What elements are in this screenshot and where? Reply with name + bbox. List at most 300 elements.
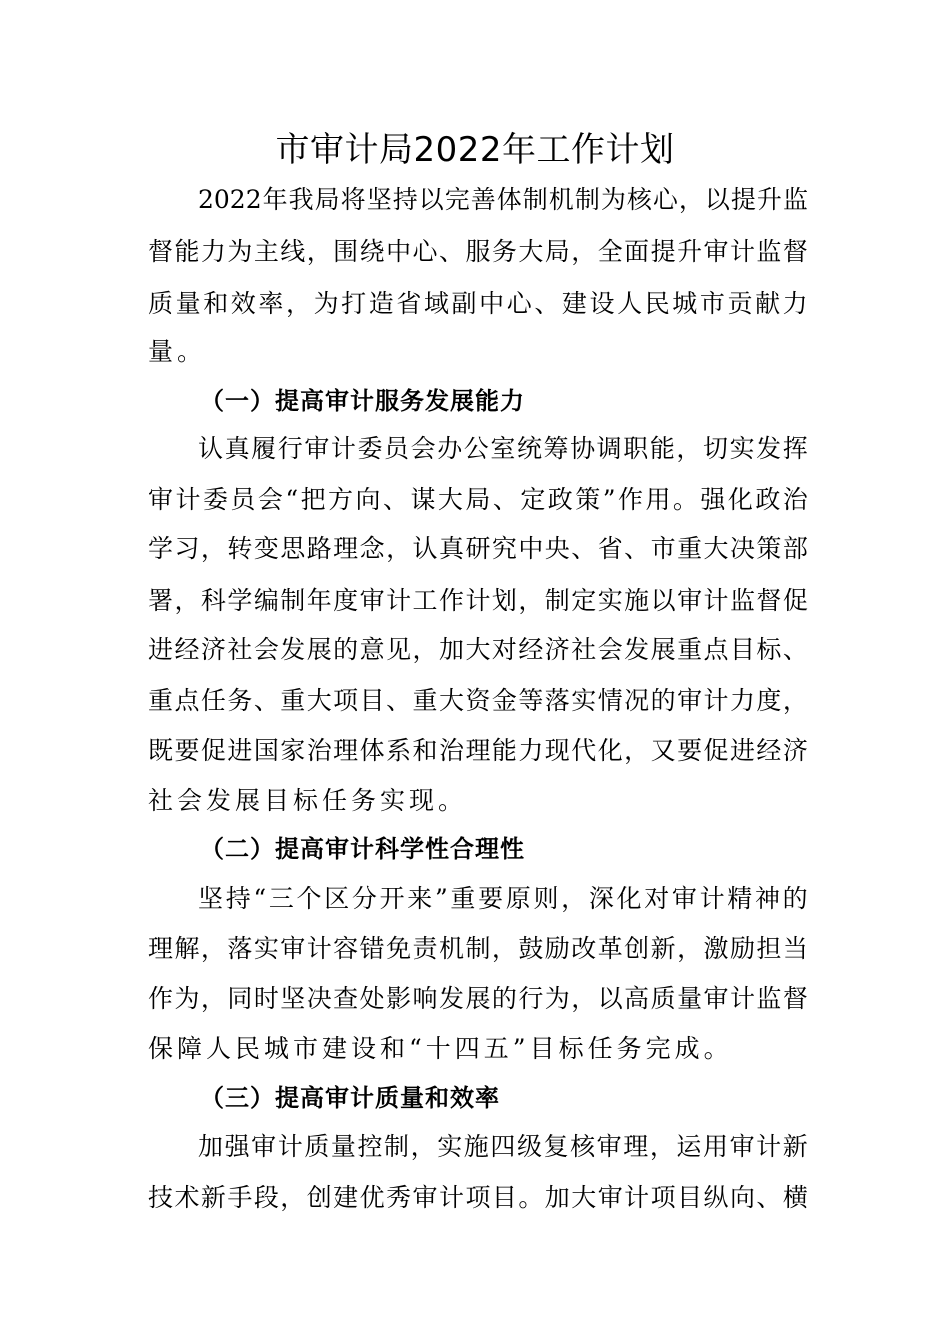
section-heading-3: （三）提高审计质量和效率: [200, 1084, 500, 1112]
glyph: ，: [285, 289, 311, 318]
glyph: 督: [148, 237, 174, 266]
glyph: ，: [561, 884, 587, 913]
glyph: 人: [617, 289, 643, 318]
glyph: 理: [465, 736, 491, 765]
glyph: 大: [438, 686, 464, 715]
glyph: 制: [280, 586, 306, 615]
glyph: 力: [518, 736, 544, 765]
glyph: 设: [589, 289, 615, 318]
glyph: 大: [465, 635, 491, 664]
glyph: 影: [386, 984, 412, 1013]
glyph: 打: [341, 289, 367, 318]
glyph: 理: [623, 1132, 649, 1161]
glyph: 编: [253, 586, 279, 615]
glyph: 审: [729, 1132, 755, 1161]
glyph: 。: [672, 485, 698, 514]
glyph: 审: [359, 586, 385, 615]
glyph: ，: [491, 934, 517, 963]
glyph: 思: [280, 534, 306, 563]
glyph: 心: [652, 185, 678, 214]
glyph: 发: [280, 635, 306, 664]
glyph: 坚: [280, 984, 306, 1013]
glyph: 究: [491, 534, 517, 563]
glyph: 调: [596, 434, 622, 463]
glyph: 局: [544, 237, 570, 266]
glyph: 制: [544, 586, 570, 615]
glyph: 力: [729, 686, 755, 715]
glyph: 、: [382, 485, 408, 514]
glyph: 响: [412, 984, 438, 1013]
glyph: 实: [437, 1132, 463, 1161]
glyph: 系: [386, 736, 412, 765]
glyph: 监: [782, 185, 808, 214]
glyph: 重: [450, 884, 476, 913]
glyph: 计: [624, 1183, 650, 1212]
glyph: 项: [650, 1183, 676, 1212]
glyph: 励: [729, 934, 755, 963]
glyph: 研: [465, 534, 491, 563]
paragraph-line: [148, 982, 808, 1016]
glyph: 定: [520, 485, 546, 514]
paragraph-line: [148, 287, 808, 321]
paragraph-line: [198, 1130, 808, 1164]
glyph: 机: [438, 934, 464, 963]
glyph: ，: [518, 586, 544, 615]
glyph: 、: [756, 1183, 782, 1212]
glyph: 省: [396, 289, 422, 318]
glyph: 中: [386, 237, 412, 266]
glyph: 点: [174, 686, 200, 715]
glyph: ，: [571, 237, 597, 266]
glyph: ，: [677, 934, 703, 963]
glyph: 经: [518, 635, 544, 664]
glyph: 作: [617, 485, 643, 514]
glyph: 横: [782, 1183, 808, 1212]
glyph: 质: [148, 289, 174, 318]
glyph: 目: [677, 1183, 703, 1212]
glyph: 大: [571, 1183, 597, 1212]
glyph: 进: [729, 736, 755, 765]
glyph: ，: [649, 1132, 675, 1161]
paragraph-line: 保障人民城市建设和“十四五”目标任务完成。: [148, 1034, 733, 1063]
glyph: 来: [407, 884, 433, 913]
glyph: 原: [505, 884, 531, 913]
glyph: 的: [650, 686, 676, 715]
glyph: 见: [386, 635, 412, 664]
glyph: 济: [544, 635, 570, 664]
glyph: 绕: [359, 237, 385, 266]
glyph: ，: [782, 686, 808, 715]
glyph: 代: [571, 736, 597, 765]
glyph: 区: [324, 884, 350, 913]
paragraph-line: [198, 882, 808, 916]
glyph: 升: [756, 185, 782, 214]
glyph: ，: [571, 984, 597, 1013]
glyph: 能: [649, 434, 675, 463]
glyph: 履: [251, 434, 277, 463]
glyph: 力: [782, 289, 808, 318]
glyph: 纵: [703, 1183, 729, 1212]
glyph: 、: [492, 485, 518, 514]
glyph: 造: [368, 289, 394, 318]
glyph: 国: [253, 736, 279, 765]
paragraph-line: [148, 684, 808, 718]
glyph: 化: [727, 485, 753, 514]
glyph: 大: [703, 534, 729, 563]
glyph: 计: [306, 934, 332, 963]
glyph: 发: [438, 984, 464, 1013]
glyph: 。: [518, 1183, 544, 1212]
glyph: 市: [699, 289, 725, 318]
glyph: 度: [756, 686, 782, 715]
glyph: 挥: [782, 434, 808, 463]
glyph: 决: [729, 534, 755, 563]
glyph: 委: [202, 485, 228, 514]
glyph: 责: [412, 934, 438, 963]
glyph: 转: [227, 534, 253, 563]
glyph: 治: [438, 736, 464, 765]
glyph: 向: [355, 485, 381, 514]
glyph: 革: [597, 934, 623, 963]
glyph: 率: [258, 289, 284, 318]
glyph: 段: [253, 1183, 279, 1212]
glyph: 量: [677, 984, 703, 1013]
glyph: ，: [624, 736, 650, 765]
glyph: 理: [148, 934, 174, 963]
glyph: 我: [288, 185, 314, 214]
glyph: 理: [333, 534, 359, 563]
glyph: 献: [755, 289, 781, 318]
glyph: 开: [379, 884, 405, 913]
glyph: 学: [227, 586, 253, 615]
glyph: 计: [703, 686, 729, 715]
glyph: 完: [444, 185, 470, 214]
glyph: 治: [782, 485, 808, 514]
glyph: 任: [200, 686, 226, 715]
glyph: 核: [570, 1132, 596, 1161]
glyph: 意: [359, 635, 385, 664]
glyph: 促: [703, 736, 729, 765]
glyph: 、: [624, 534, 650, 563]
glyph: 策: [575, 485, 601, 514]
glyph: 为: [600, 185, 626, 214]
glyph: 用: [645, 485, 671, 514]
glyph: 认: [198, 434, 224, 463]
glyph: 心: [506, 289, 532, 318]
glyph: 面: [624, 237, 650, 266]
glyph: 激: [703, 934, 729, 963]
glyph: 加: [438, 635, 464, 664]
glyph: 发: [624, 635, 650, 664]
paragraph-line: [148, 584, 808, 618]
glyph: 审: [280, 934, 306, 963]
glyph: 职: [623, 434, 649, 463]
glyph: 济: [200, 635, 226, 664]
glyph: 坚: [366, 185, 392, 214]
glyph: 监: [756, 984, 782, 1013]
glyph: 施: [624, 586, 650, 615]
glyph: 以: [597, 984, 623, 1013]
glyph: 标: [756, 635, 782, 664]
glyph: 体: [496, 185, 522, 214]
glyph: 要: [677, 736, 703, 765]
glyph: 项: [333, 686, 359, 715]
glyph: 2022: [198, 185, 262, 214]
glyph: 督: [782, 237, 808, 266]
glyph: 等: [518, 686, 544, 715]
glyph: 点: [703, 635, 729, 664]
glyph: 局: [314, 185, 340, 214]
glyph: 计: [465, 586, 491, 615]
glyph: 新: [650, 934, 676, 963]
glyph: ，: [410, 1132, 436, 1161]
glyph: 神: [754, 884, 780, 913]
glyph: 术: [174, 1183, 200, 1212]
glyph: 创: [306, 1183, 332, 1212]
glyph: 审: [412, 1183, 438, 1212]
glyph: 量: [330, 1132, 356, 1161]
glyph: 进: [148, 635, 174, 664]
glyph: 高: [624, 984, 650, 1013]
glyph: 筹: [543, 434, 569, 463]
glyph: 重: [412, 686, 438, 715]
glyph: 实: [253, 934, 279, 963]
glyph: 统: [516, 434, 542, 463]
glyph: 升: [677, 237, 703, 266]
paragraph-line: [148, 483, 808, 517]
glyph: 又: [650, 736, 676, 765]
glyph: 务: [491, 237, 517, 266]
glyph: 强: [224, 1132, 250, 1161]
glyph: 员: [384, 434, 410, 463]
glyph: 线: [280, 237, 306, 266]
glyph: 提: [650, 237, 676, 266]
glyph: 况: [624, 686, 650, 715]
paragraph-line: [198, 432, 808, 466]
paragraph-line: [148, 734, 808, 768]
glyph: 目: [491, 1183, 517, 1212]
glyph: “: [285, 485, 299, 514]
glyph: 落: [544, 686, 570, 715]
glyph: 对: [644, 884, 670, 913]
glyph: ，: [306, 237, 332, 266]
glyph: 加: [544, 1183, 570, 1212]
glyph: 发: [756, 434, 782, 463]
glyph: 以: [650, 586, 676, 615]
glyph: 理: [333, 736, 359, 765]
glyph: 办: [437, 434, 463, 463]
glyph: 委: [357, 434, 383, 463]
glyph: ”: [602, 485, 616, 514]
glyph: 善: [470, 185, 496, 214]
glyph: 和: [412, 736, 438, 765]
glyph: 真: [438, 534, 464, 563]
glyph: 策: [756, 534, 782, 563]
glyph: 学: [148, 534, 174, 563]
glyph: 监: [756, 237, 782, 266]
glyph: 治: [306, 736, 332, 765]
glyph: 员: [230, 485, 256, 514]
paragraph-line: [148, 235, 808, 269]
glyph: 协: [570, 434, 596, 463]
glyph: 方: [328, 485, 354, 514]
glyph: 现: [544, 736, 570, 765]
glyph: 大: [306, 686, 332, 715]
glyph: 展: [650, 635, 676, 664]
glyph: 查: [333, 984, 359, 1013]
glyph: 展: [306, 635, 332, 664]
glyph: 重: [677, 534, 703, 563]
glyph: ”: [434, 884, 448, 913]
glyph: 质: [650, 984, 676, 1013]
glyph: 制: [574, 185, 600, 214]
glyph: 经: [174, 635, 200, 664]
glyph: 目: [359, 686, 385, 715]
glyph: 实: [729, 434, 755, 463]
glyph: 加: [198, 1132, 224, 1161]
paragraph-line: [148, 1181, 808, 1215]
glyph: 、: [534, 289, 560, 318]
glyph: 大: [437, 485, 463, 514]
paragraph-line: [148, 532, 808, 566]
glyph: 认: [412, 534, 438, 563]
glyph: ，: [200, 534, 226, 563]
glyph: 资: [465, 686, 491, 715]
glyph: 建: [333, 1183, 359, 1212]
glyph: 习: [174, 534, 200, 563]
glyph: 深: [588, 884, 614, 913]
glyph: 计: [699, 884, 725, 913]
glyph: 、: [571, 534, 597, 563]
glyph: 计: [175, 485, 201, 514]
glyph: 主: [253, 237, 279, 266]
glyph: 务: [227, 686, 253, 715]
glyph: 和: [203, 289, 229, 318]
glyph: 三: [268, 884, 294, 913]
glyph: 对: [491, 635, 517, 664]
glyph: 制: [522, 185, 548, 214]
glyph: 化: [597, 736, 623, 765]
glyph: 社: [571, 635, 597, 664]
paragraph-line: [148, 633, 808, 667]
glyph: 的: [333, 635, 359, 664]
glyph: 免: [386, 934, 412, 963]
paragraph-line: 社会发展目标任务实现。: [148, 786, 468, 815]
glyph: 监: [729, 586, 755, 615]
glyph: 会: [253, 635, 279, 664]
glyph: 计: [756, 1132, 782, 1161]
glyph: 建: [561, 289, 587, 318]
glyph: 当: [782, 934, 808, 963]
glyph: 、: [253, 686, 279, 715]
section-heading-1: （一）提高审计服务发展能力: [200, 387, 525, 415]
glyph: ，: [174, 586, 200, 615]
glyph: ，: [386, 534, 412, 563]
glyph: 情: [597, 686, 623, 715]
glyph: 行: [277, 434, 303, 463]
glyph: 审: [597, 1183, 623, 1212]
glyph: 督: [756, 586, 782, 615]
glyph: 计: [330, 434, 356, 463]
glyph: 服: [465, 237, 491, 266]
glyph: 为: [544, 984, 570, 1013]
glyph: 政: [755, 485, 781, 514]
glyph: 级: [516, 1132, 542, 1161]
glyph: 能: [174, 237, 200, 266]
glyph: 用: [702, 1132, 728, 1161]
glyph: 复: [543, 1132, 569, 1161]
glyph: 效: [230, 289, 256, 318]
glyph: 重: [280, 686, 306, 715]
glyph: 将: [340, 185, 366, 214]
glyph: 的: [491, 984, 517, 1013]
glyph: 审: [596, 1132, 622, 1161]
glyph: 社: [227, 635, 253, 664]
glyph: 改: [571, 934, 597, 963]
glyph: 计: [729, 984, 755, 1013]
glyph: ，: [200, 984, 226, 1013]
glyph: 控: [357, 1132, 383, 1161]
glyph: 济: [782, 736, 808, 765]
glyph: 向: [729, 1183, 755, 1212]
glyph: 、: [782, 635, 808, 664]
glyph: 局: [465, 485, 491, 514]
glyph: 施: [463, 1132, 489, 1161]
glyph: 副: [451, 289, 477, 318]
glyph: 审: [671, 884, 697, 913]
glyph: ，: [676, 434, 702, 463]
glyph: 决: [306, 984, 332, 1013]
glyph: 计: [386, 586, 412, 615]
glyph: 度: [333, 586, 359, 615]
paragraph-line: 量。: [148, 337, 207, 366]
glyph: 中: [518, 534, 544, 563]
glyph: 审: [703, 984, 729, 1013]
glyph: 实: [597, 586, 623, 615]
glyph: 谋: [410, 485, 436, 514]
glyph: 念: [359, 534, 385, 563]
glyph: 作: [148, 984, 174, 1013]
glyph: 计: [729, 237, 755, 266]
glyph: 计: [703, 586, 729, 615]
glyph: 年: [262, 185, 288, 214]
glyph: 审: [148, 485, 174, 514]
glyph: 制: [465, 934, 491, 963]
glyph: 督: [782, 984, 808, 1013]
glyph: 进: [227, 736, 253, 765]
glyph: 精: [727, 884, 753, 913]
glyph: 实: [571, 686, 597, 715]
glyph: 域: [423, 289, 449, 318]
glyph: 工: [412, 586, 438, 615]
glyph: 城: [672, 289, 698, 318]
glyph: 行: [518, 984, 544, 1013]
glyph: 划: [491, 586, 517, 615]
glyph: 把: [300, 485, 326, 514]
glyph: 技: [148, 1183, 174, 1212]
glyph: 金: [491, 686, 517, 715]
glyph: 量: [175, 289, 201, 318]
glyph: 能: [491, 736, 517, 765]
glyph: 秀: [386, 1183, 412, 1212]
glyph: 变: [253, 534, 279, 563]
glyph: 促: [200, 736, 226, 765]
glyph: 家: [280, 736, 306, 765]
glyph: 全: [597, 237, 623, 266]
glyph: 容: [333, 934, 359, 963]
glyph: ，: [678, 185, 704, 214]
glyph: 体: [359, 736, 385, 765]
